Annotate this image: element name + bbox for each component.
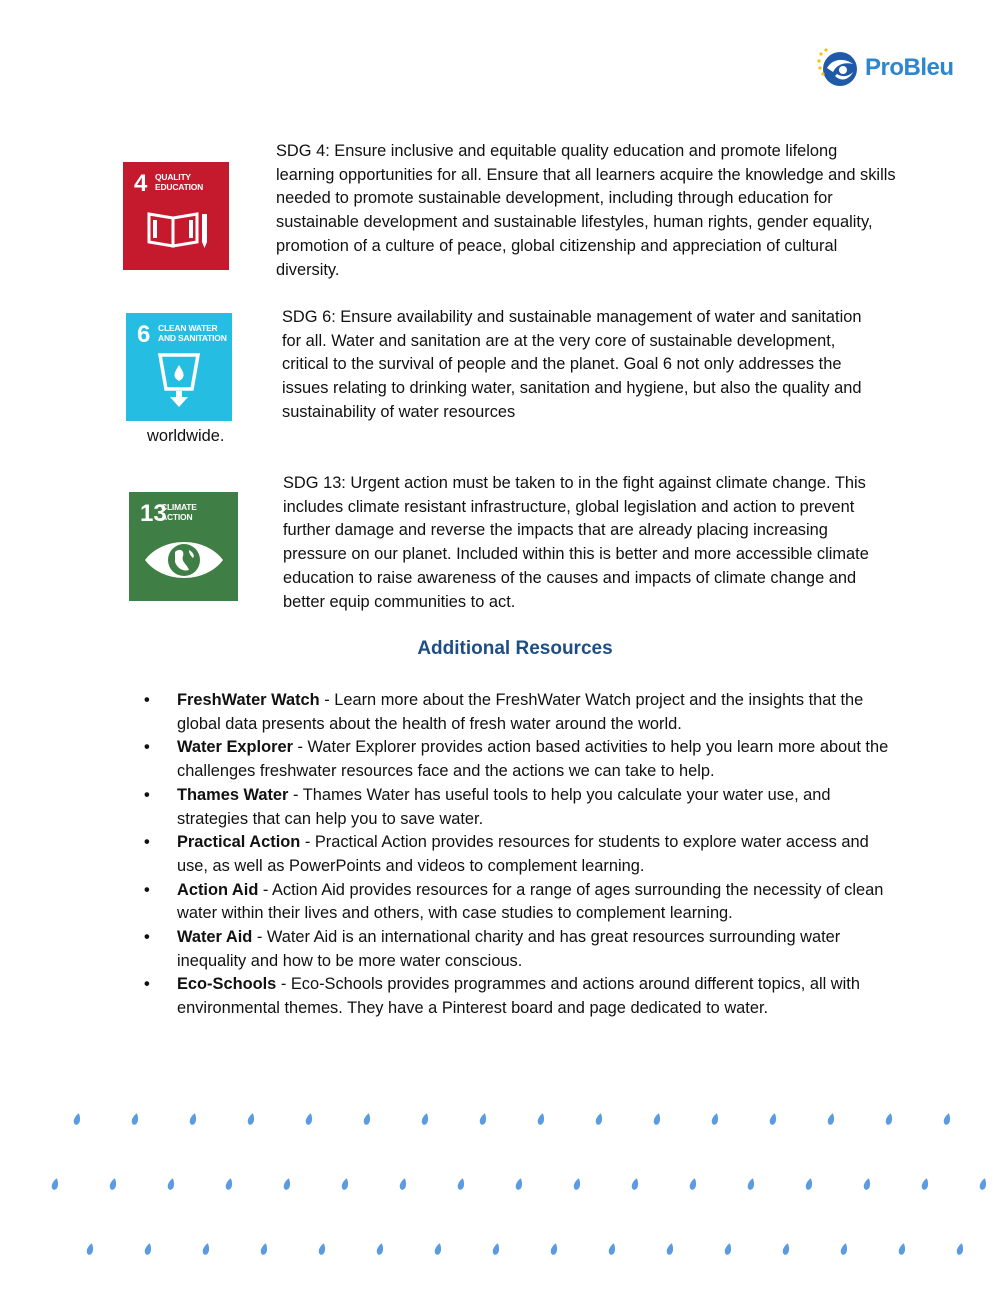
resource-name[interactable]: Thames Water — [177, 785, 289, 804]
water-drop-icon — [305, 1112, 314, 1125]
water-drop-icon — [550, 1242, 559, 1255]
water-drop-icon — [341, 1177, 350, 1190]
sdg4-label: QUALITY EDUCATION — [155, 172, 204, 192]
resource-item-action-aid: • Action Aid - Action Aid provides resources for a range of ages surrounding the necessity of clean water within their lives and others, with case studies to complement learning. — [144, 880, 884, 923]
resource-description: - Thames Water has useful tools to help you calculate your water use, and strategies that can help you to save water. — [177, 785, 831, 828]
water-drop-icon — [399, 1177, 408, 1190]
resource-description: - Water Aid is an international charity and has great resources surrounding water inequality and how to be more water conscious. — [177, 928, 841, 970]
water-glass-icon — [126, 313, 232, 421]
water-drop-icon — [51, 1177, 60, 1190]
water-drop-icon — [573, 1177, 582, 1190]
brand-name: ProBleu — [865, 54, 954, 81]
resource-description: - Eco-Schools provides programmes and actions around different topics, all with environmental themes. They have a Pinterest board and page dedicated to water. — [177, 975, 860, 1018]
resource-description: - Action Aid provides resources for a range of ages surrounding the necessity of clean water within their lives and others, with case studies to complement learning. — [177, 880, 884, 923]
water-drop-icon — [515, 1177, 524, 1190]
additional-resources-heading: Additional Resources — [417, 638, 613, 659]
water-drop-icon — [666, 1242, 675, 1255]
water-drop-icon — [943, 1112, 952, 1125]
sdg13-climate-action-icon — [129, 492, 238, 601]
water-drop-icon — [885, 1112, 894, 1125]
water-drop-icon — [109, 1177, 118, 1190]
probleu-logo — [815, 46, 965, 92]
resource-name[interactable]: Water Aid — [177, 928, 253, 947]
sdg13-number: 13 — [140, 500, 167, 527]
water-drop-icon — [956, 1242, 965, 1255]
water-drop-icon — [537, 1112, 546, 1125]
resource-name[interactable]: Eco-Schools — [177, 975, 277, 994]
water-drop-icon — [260, 1242, 269, 1255]
resource-description: - Water Explorer provides action based activities to help you learn more about the challenges freshwater resources face and the actions we can take to help. — [177, 738, 889, 781]
water-drop-icon — [840, 1242, 849, 1255]
water-drop-icon — [434, 1242, 443, 1255]
water-drop-icon — [225, 1177, 234, 1190]
water-drop-icon — [724, 1242, 733, 1255]
water-drop-icon — [144, 1242, 153, 1255]
water-drop-icon — [769, 1112, 778, 1125]
water-drop-icon — [711, 1112, 720, 1125]
water-drop-icon — [363, 1112, 372, 1125]
sdg6-clean-water-icon — [126, 313, 232, 421]
water-drop-icon — [202, 1242, 211, 1255]
resource-description: - Practical Action provides resources for students to explore water access and use, as well as PowerPoints and videos to complement learning. — [177, 833, 869, 875]
water-drop-icon — [479, 1112, 488, 1125]
resource-name[interactable]: Water Explorer — [177, 738, 293, 757]
water-drop-icon — [167, 1177, 176, 1190]
sdg6-description-tail: worldwide. — [147, 427, 225, 445]
sdg13-description: SDG 13: Urgent action must be taken to in the fight against climate change. This includes climate resistant infrastructure, global legislation and action to prevent further damage and reverse the impacts that are already placing increasing pressure on our planet. Included within this is better and more accessible climate education to raise awareness of the causes and impacts of climate change and better equip communities to act. — [283, 474, 869, 611]
resource-item-eco-schools: • Eco-Schools - Eco-Schools provides programmes and actions around different topics, all with environmental themes. They have a Pinterest board and page dedicated to water. — [144, 975, 860, 1018]
water-drop-icon — [631, 1177, 640, 1190]
water-drop-icon — [898, 1242, 907, 1255]
water-drop-icon — [492, 1242, 501, 1255]
probleu-globe-icon — [815, 46, 861, 92]
sdg6-number: 6 — [137, 321, 151, 348]
resource-name[interactable]: FreshWater Watch — [177, 691, 320, 709]
resource-name[interactable]: Practical Action — [177, 833, 301, 852]
water-drop-icon — [457, 1177, 466, 1190]
water-drop-icon — [86, 1242, 95, 1255]
water-drop-icon — [421, 1112, 430, 1125]
water-drop-icon — [73, 1112, 82, 1125]
resource-item-water-explorer: • Water Explorer - Water Explorer provides action based activities to help you learn more about the challenges freshwater resources face and the actions we can take to help. — [144, 738, 889, 781]
water-drop-icon — [863, 1177, 872, 1190]
sdg6-description: SDG 6: Ensure availability and sustainable management of water and sanitation for all. Water and sanitation are at the very core of sustainable development, critical to the survival of people and the planet. Goal 6 not only addresses the issues relating to drinking water, sanitation and hygiene, but also the quality and sustainability of water resources — [282, 308, 862, 421]
resources-list — [144, 689, 904, 1021]
sdg4-description: SDG 4: Ensure inclusive and equitable quality education and promote lifelong learning opportunities for all. Ensure that all learners acquire the knowledge and skills needed to promote sustainable development, including through education for sustainable development and sustainable lifestyles, human rights, gender equality, promotion of a culture of peace, global citizenship and appreciation of cultural diversity. — [276, 142, 896, 279]
water-drop-icon — [653, 1112, 662, 1125]
resource-item-water-aid: • Water Aid - Water Aid is an international charity and has great resources surrounding water inequality and how to be more water conscious. — [144, 928, 841, 970]
water-drop-icon — [979, 1177, 988, 1190]
resource-item-practical-action: • Practical Action - Practical Action provides resources for students to explore water access and use, as well as PowerPoints and videos to complement learning. — [144, 833, 869, 875]
water-drops-decoration — [0, 1100, 1000, 1270]
water-drop-icon — [805, 1177, 814, 1190]
sdg4-quality-education-icon — [123, 162, 229, 270]
water-drop-icon — [189, 1112, 198, 1125]
book-pencil-icon — [123, 162, 229, 270]
water-drop-icon — [827, 1112, 836, 1125]
water-drop-icon — [689, 1177, 698, 1190]
resource-item-freshwater-watch: • FreshWater Watch - Learn more about the FreshWater Watch project and the insights that the global data presents about the health of fresh water around the world. — [144, 691, 864, 733]
resource-name[interactable]: Action Aid — [177, 880, 259, 899]
eye-globe-icon — [129, 492, 238, 601]
water-drop-icon — [608, 1242, 617, 1255]
water-drop-icon — [595, 1112, 604, 1125]
water-drop-icon — [782, 1242, 791, 1255]
water-drop-icon — [247, 1112, 256, 1125]
water-drop-icon — [318, 1242, 327, 1255]
sdg13-label: CLIMATE ACTION — [161, 502, 197, 522]
resource-description: - Learn more about the FreshWater Watch project and the insights that the global data presents about the health of fresh water around the world. — [177, 691, 864, 733]
water-drop-icon — [283, 1177, 292, 1190]
water-drop-icon — [921, 1177, 930, 1190]
water-drop-icon — [376, 1242, 385, 1255]
water-drop-icon — [747, 1177, 756, 1190]
sdg4-number: 4 — [134, 170, 148, 197]
resource-item-thames-water: • Thames Water - Thames Water has useful tools to help you calculate your water use, and strategies that can help you to save water. — [144, 785, 831, 828]
water-drop-icon — [131, 1112, 140, 1125]
sdg6-label: CLEAN WATER AND SANITATION — [158, 323, 227, 343]
